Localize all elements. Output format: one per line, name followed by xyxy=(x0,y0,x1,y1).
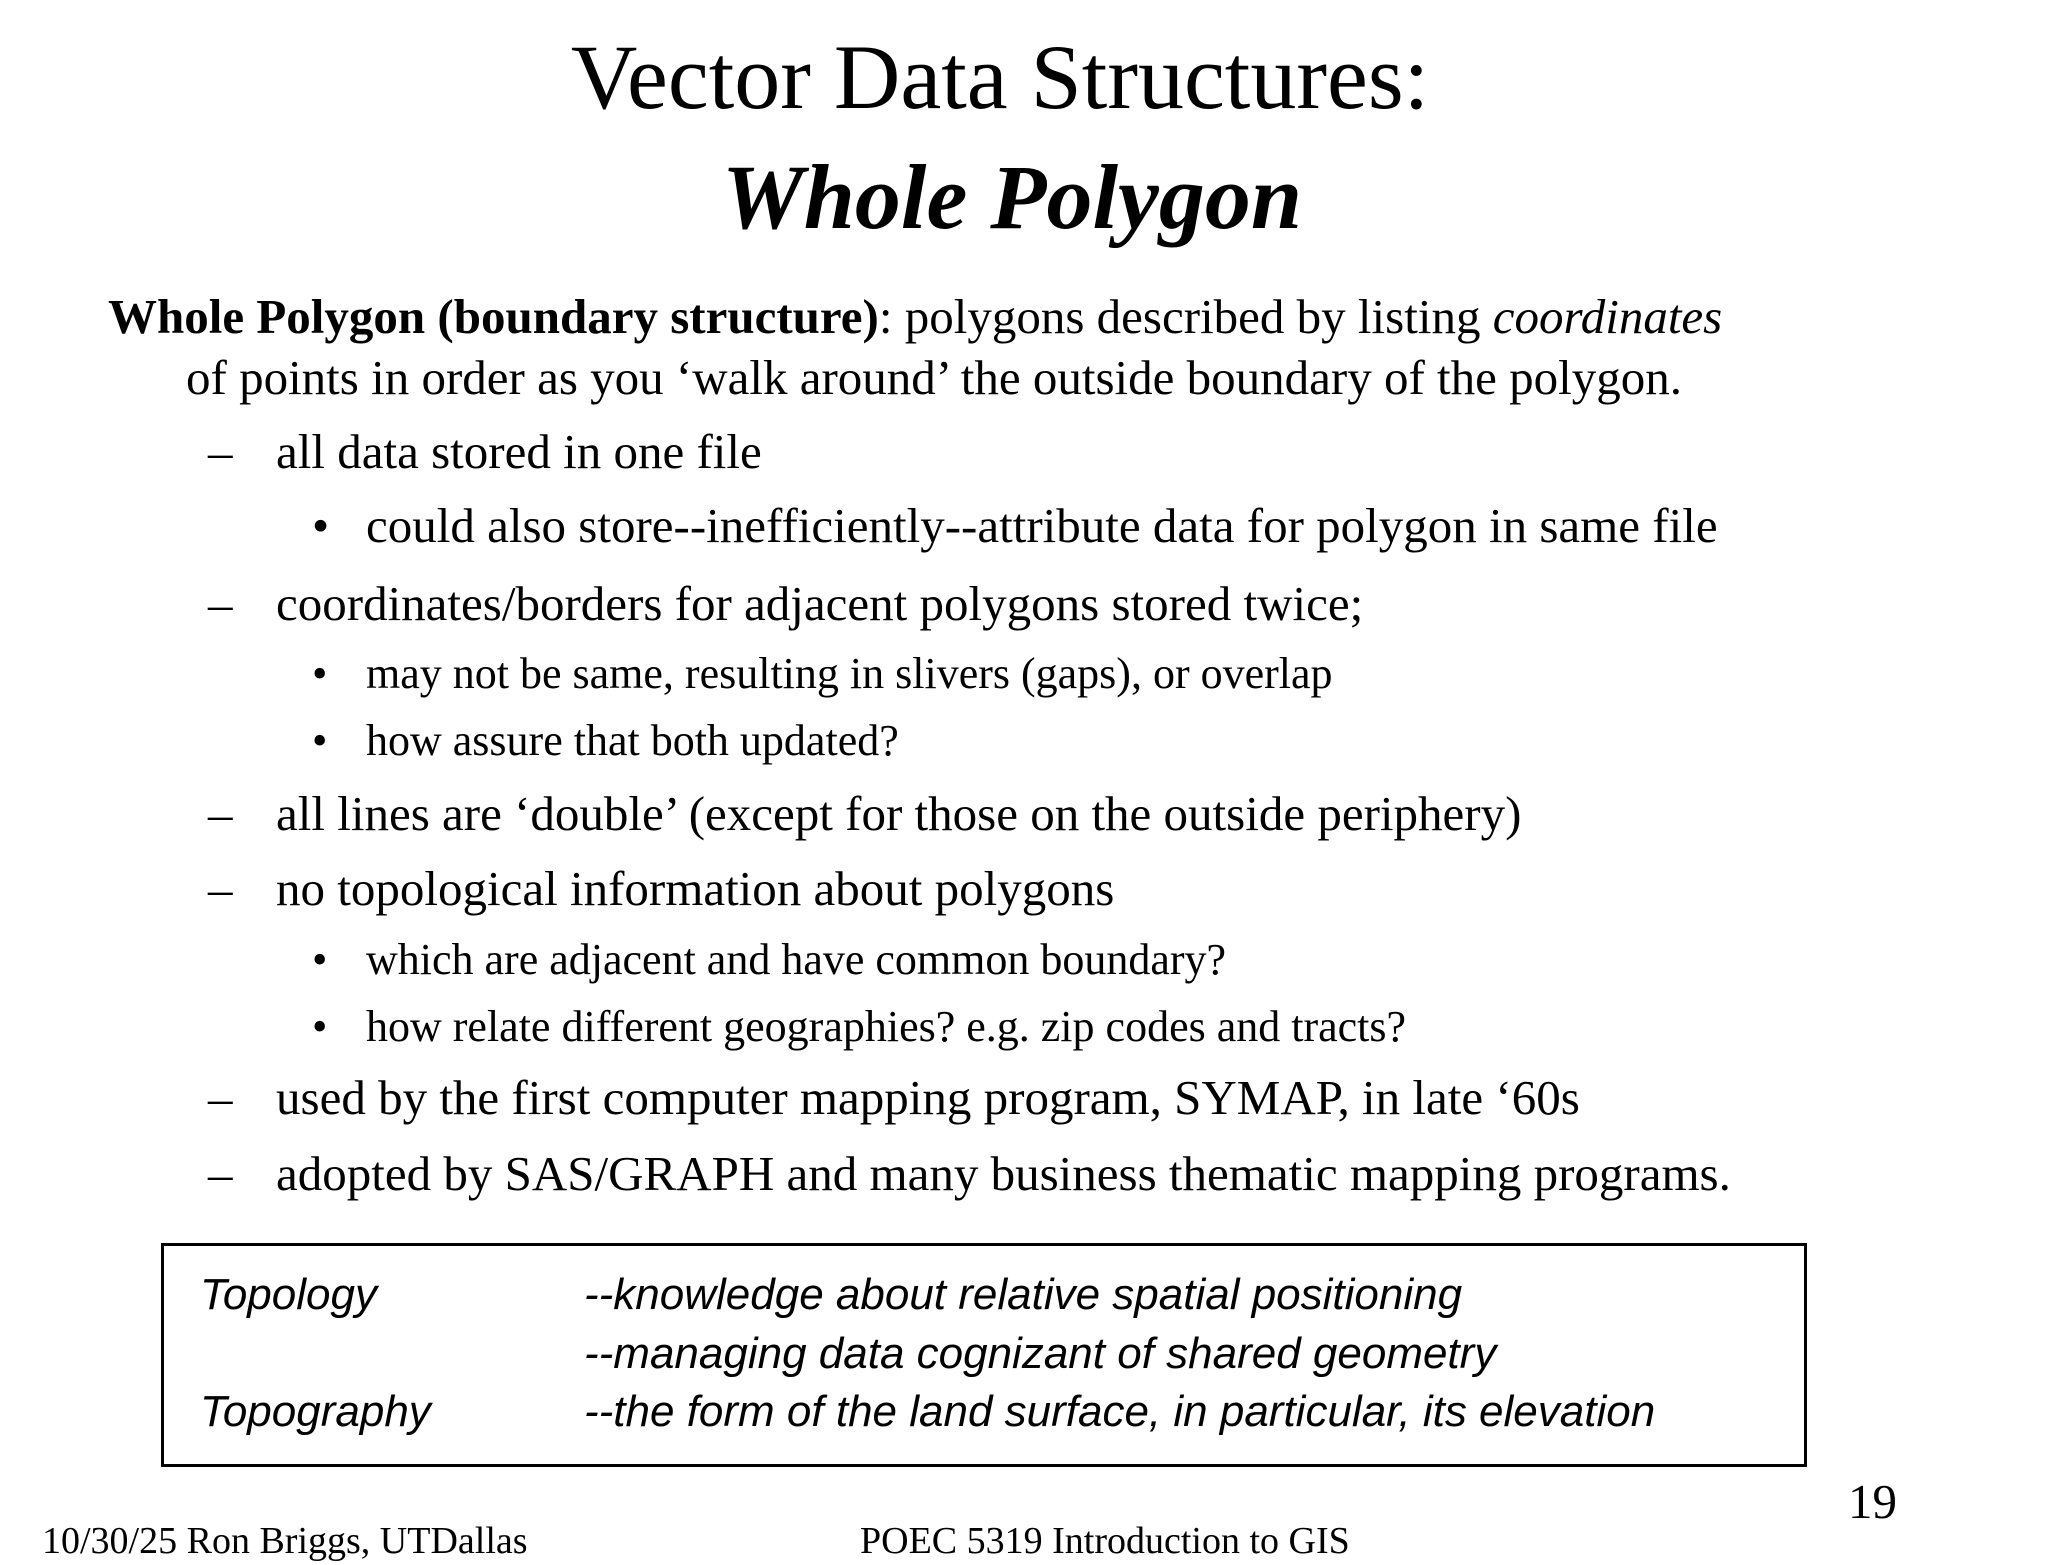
intro-paragraph xyxy=(108,286,2008,408)
dash-marker: – xyxy=(208,424,233,479)
list-item-text: adopted by SAS/GRAPH and many business thematic mapping programs. xyxy=(276,1146,1731,1201)
list-item-text: how assure that both updated? xyxy=(366,716,899,765)
dash-marker: – xyxy=(208,786,233,841)
intro-text: polygons described by listing xyxy=(892,289,1493,344)
intro-emphasis: coordinates xyxy=(1492,289,1723,344)
bullet-marker: • xyxy=(312,716,328,765)
slide-subtitle: Whole Polygon xyxy=(721,146,1303,248)
definition-row xyxy=(164,1325,1804,1383)
dash-marker: – xyxy=(208,1070,233,1125)
dash-marker: – xyxy=(208,1146,233,1201)
list-item-text: used by the first computer mapping program, SYMAP, in late ‘60s xyxy=(276,1070,1580,1125)
footer-date-author: 10/30/25 Ron Briggs, UTDallas xyxy=(42,1520,528,1562)
definition-text: --managing data cognizant of shared geometry xyxy=(584,1329,1497,1378)
dash-marker: – xyxy=(208,576,233,631)
definition-text: --knowledge about relative spatial positioning xyxy=(584,1270,1463,1319)
list-item-text: coordinates/borders for adjacent polygons stored twice; xyxy=(276,576,1364,631)
list-item-text: no topological information about polygons xyxy=(276,861,1115,916)
list-item-text: all lines are ‘double’ (except for those on the outside periphery) xyxy=(276,786,1522,841)
list-item-text: which are adjacent and have common boundary? xyxy=(366,935,1227,984)
intro-colon: : xyxy=(878,289,893,344)
definition-term: Topography xyxy=(200,1387,431,1436)
definition-row xyxy=(164,1266,1804,1324)
bullet-marker: • xyxy=(312,498,330,553)
definition-row xyxy=(164,1383,1804,1441)
intro-line-2: of points in order as you ‘walk around’ the outside boundary of the polygon. xyxy=(186,350,1683,405)
definition-text: --the form of the land surface, in particular, its elevation xyxy=(584,1387,1656,1436)
dash-marker: – xyxy=(208,861,233,916)
list-item-text: could also store--inefficiently--attribute data for polygon in same file xyxy=(366,498,1718,553)
slide-title: Vector Data Structures: xyxy=(570,26,1430,128)
list-item-text: may not be same, resulting in slivers (gaps), or overlap xyxy=(366,649,1333,698)
footer-course: POEC 5319 Introduction to GIS xyxy=(860,1520,1350,1562)
list-item-text: all data stored in one file xyxy=(276,424,762,479)
definition-box xyxy=(161,1243,1807,1467)
intro-line-1 xyxy=(108,286,2008,347)
list-item-text: how relate different geographies? e.g. zip codes and tracts? xyxy=(366,1002,1407,1051)
definition-term: Topology xyxy=(200,1270,377,1319)
bullet-marker: • xyxy=(312,1002,328,1051)
intro-term: Whole Polygon (boundary structure) xyxy=(108,289,879,344)
bullet-marker: • xyxy=(312,935,328,984)
bullet-marker: • xyxy=(312,649,328,698)
page-number: 19 xyxy=(1848,1474,1897,1529)
